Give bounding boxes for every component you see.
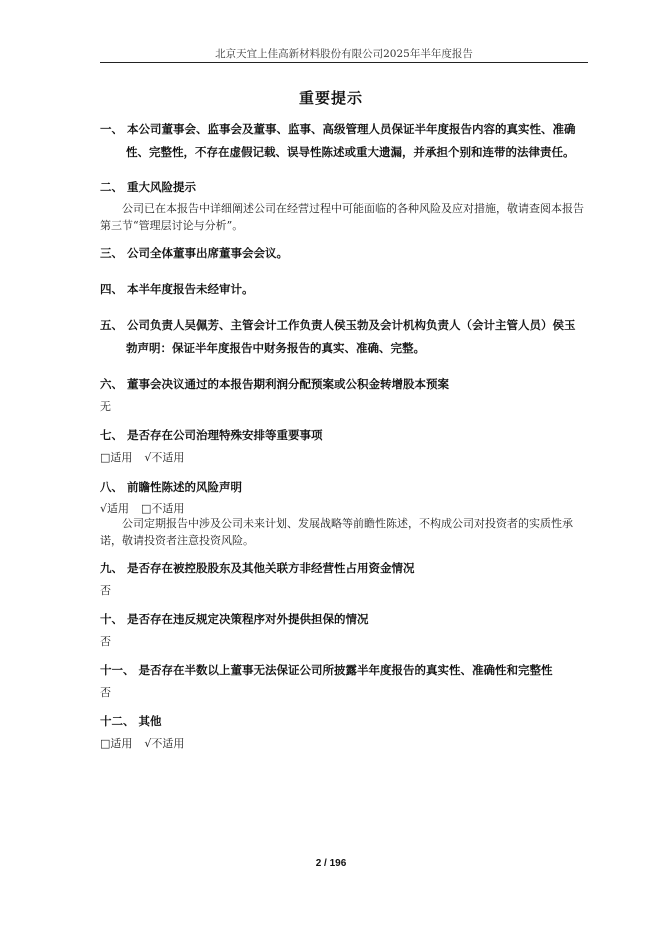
section-7-options xyxy=(100,449,184,466)
section-7-not-applicable: √不适用 xyxy=(144,451,185,464)
section-3-heading: 三、 公司全体董事出席董事会会议。 xyxy=(100,246,289,260)
section-2-heading: 二、 重大风险提示 xyxy=(100,180,197,194)
section-5-line-2: 勃声明：保证半年度报告中财务报告的真实、准确、完整。 xyxy=(126,341,425,355)
section-2-body: 公司已在本报告中详细阐述公司在经营过程中可能面临的各种风险及应对措施，敬请查阅本报告第三节“管理层讨论与分析”。 xyxy=(100,202,584,232)
section-9-body: 否 xyxy=(100,584,111,597)
section-10-heading: 十、 是否存在违反规定决策程序对外提供担保的情况 xyxy=(100,612,369,626)
section-7-applicable: □适用 xyxy=(100,451,133,464)
section-12-heading: 十二、 其他 xyxy=(100,714,162,728)
section-6-body: 无 xyxy=(100,400,111,413)
running-header: 北京天宜上佳高新材料股份有限公司2025年半年度报告 xyxy=(215,48,473,60)
section-10-body: 否 xyxy=(100,635,111,648)
section-8-not-applicable: □不适用 xyxy=(141,502,185,515)
section-5-line-1: 五、 公司负责人吴佩芳、主管会计工作负责人侯玉勃及会计机构负责人（会计主管人员）侯玉 xyxy=(100,318,576,332)
section-12-options xyxy=(100,735,184,752)
section-11-heading: 十一、 是否存在半数以上董事无法保证公司所披露半年度报告的真实性、准确性和完整性 xyxy=(100,663,553,677)
section-12-not-applicable: √不适用 xyxy=(144,737,185,750)
page-number: 2 / 196 xyxy=(315,858,347,869)
section-9-heading: 九、 是否存在被控股股东及其他关联方非经营性占用资金情况 xyxy=(100,561,415,575)
section-8-body: 公司定期报告中涉及公司未来计划、发展战略等前瞻性陈述，不构成公司对投资者的实质性承诺，敬请投资者注意投资风险。 xyxy=(100,517,573,547)
section-8-applicable: √适用 xyxy=(100,502,130,515)
section-5-heading xyxy=(100,314,590,360)
section-1-heading xyxy=(100,118,590,164)
section-12-applicable: □适用 xyxy=(100,737,133,750)
section-1-line-1: 一、 本公司董事会、监事会及董事、监事、高级管理人员保证半年度报告内容的真实性、准确 xyxy=(100,122,576,136)
header-rule xyxy=(100,62,588,63)
section-6-heading: 六、 董事会决议通过的本报告期利润分配预案或公积金转增股本预案 xyxy=(100,377,449,391)
page-title: 重要提示 xyxy=(298,89,363,107)
section-8-heading: 八、 前瞻性陈述的风险声明 xyxy=(100,480,243,494)
section-4-heading: 四、 本半年度报告未经审计。 xyxy=(100,282,254,296)
section-7-heading: 七、 是否存在公司治理特殊安排等重要事项 xyxy=(100,428,323,442)
section-11-body: 否 xyxy=(100,686,111,699)
section-1-line-2: 性、完整性，不存在虚假记载、误导性陈述或重大遗漏，并承担个别和连带的法律责任。 xyxy=(126,145,575,159)
